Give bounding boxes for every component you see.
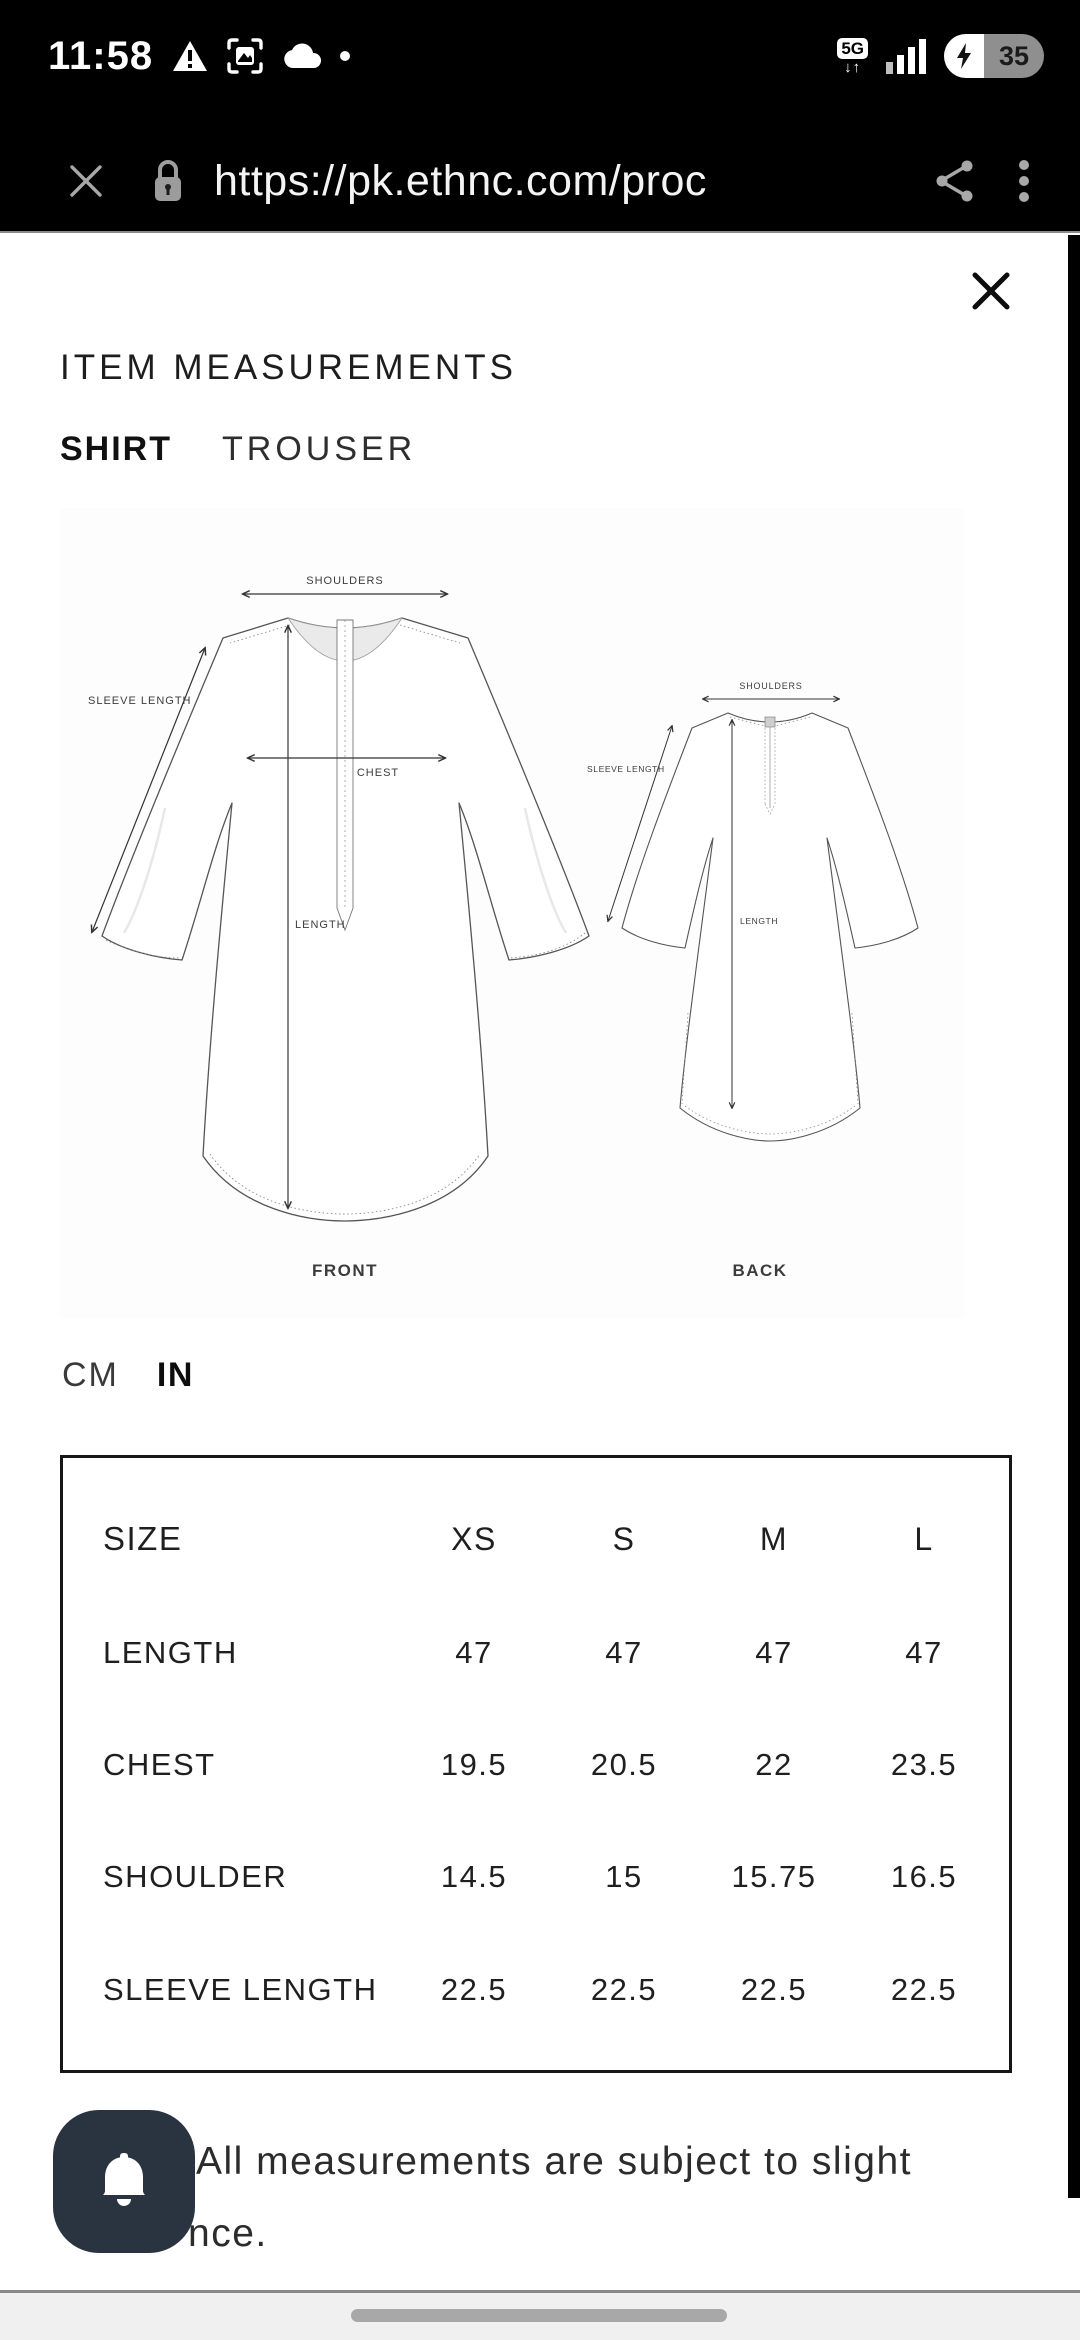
status-time: 11:58 [48, 33, 154, 78]
data-arrows-icon: ↓↑ [844, 58, 862, 76]
cell: 19.5 [440, 1746, 508, 1782]
status-right-icons [837, 34, 1044, 78]
cell: 22.5 [590, 1971, 658, 2007]
gesture-handle[interactable] [351, 2309, 727, 2322]
cell: 47 [755, 1634, 793, 1670]
row-label: LENGTH [103, 1634, 238, 1670]
status-left-icons [171, 36, 351, 76]
table-row [63, 1635, 1009, 1671]
cell: 47 [455, 1634, 493, 1670]
front-sleeve-length-label: SLEEVE LENGTH [88, 695, 192, 707]
front-length-label: LENGTH [295, 919, 346, 931]
note-text-line2: nce. [188, 2212, 268, 2255]
cell: 16.5 [890, 1859, 958, 1895]
back-caption: BACK [732, 1261, 788, 1280]
cell: 47 [905, 1634, 943, 1670]
lock-icon [150, 158, 186, 204]
close-icon [968, 268, 1014, 314]
screenshot-icon [225, 36, 265, 76]
modal-close-button[interactable] [956, 256, 1026, 326]
url-text[interactable]: https://pk.ethnc.com/proc [214, 156, 707, 205]
table-row [63, 1747, 1009, 1783]
page-backdrop-strip [1068, 235, 1080, 2198]
front-chest-label: CHEST [356, 767, 400, 779]
cell: 23.5 [890, 1746, 958, 1782]
size-table [60, 1455, 1012, 2073]
unit-cm[interactable]: CM [62, 1356, 119, 1394]
note-text-line1: All measurements are subject to slight [196, 2140, 912, 2183]
share-icon[interactable] [934, 159, 976, 203]
cell: 15.75 [731, 1859, 817, 1895]
cell: 22.5 [890, 1971, 958, 2007]
network-5g-icon [837, 38, 868, 75]
front-caption: FRONT [311, 1261, 379, 1280]
cell: 22 [755, 1746, 793, 1782]
battery-percent: 35 [984, 34, 1044, 78]
table-row [63, 1972, 1009, 2008]
cell: 14.5 [440, 1859, 508, 1895]
cell: 22.5 [740, 1971, 808, 2007]
back-zipper-tab [765, 717, 775, 727]
close-tab-icon[interactable] [64, 159, 108, 203]
warning-icon [171, 39, 209, 73]
battery-charging-icon [944, 34, 984, 78]
row-label: CHEST [103, 1746, 216, 1782]
cell: 20.5 [590, 1746, 658, 1782]
status-bar [48, 26, 1044, 86]
table-header-row [63, 1520, 1009, 1558]
network-label: 5G [837, 38, 868, 59]
back-shoulders-label: SHOULDERS [739, 681, 803, 691]
tab-bar [60, 430, 416, 469]
tab-trouser[interactable]: TROUSER [222, 430, 417, 468]
col-xs: XS [451, 1520, 497, 1557]
signal-bars-icon [884, 36, 928, 76]
browser-header [0, 0, 1080, 233]
tab-shirt[interactable]: SHIRT [60, 430, 172, 468]
measurement-diagram [60, 508, 965, 1318]
notification-bell-button[interactable] [53, 2110, 195, 2253]
cell: 47 [605, 1634, 643, 1670]
col-l: L [914, 1520, 934, 1557]
row-label: SHOULDER [103, 1859, 288, 1895]
battery-indicator [944, 34, 1044, 78]
col-s: S [612, 1520, 636, 1557]
table-row [63, 1859, 1009, 1895]
notification-dot-icon [339, 50, 351, 62]
cell: 22.5 [440, 1971, 508, 2007]
cell: 15 [605, 1859, 643, 1895]
back-length-label: LENGTH [740, 916, 779, 926]
front-shoulders-label: SHOULDERS [306, 575, 384, 587]
col-size: SIZE [103, 1520, 183, 1558]
url-bar [64, 138, 1030, 224]
bell-icon [95, 2151, 153, 2213]
back-sleeve-length-label: SLEEVE LENGTH [587, 764, 665, 774]
menu-kebab-icon[interactable] [1018, 158, 1030, 204]
col-m: M [759, 1520, 789, 1557]
unit-toggle [62, 1356, 194, 1395]
unit-in[interactable]: IN [156, 1356, 194, 1394]
cloud-icon [281, 42, 323, 70]
row-label: SLEEVE LENGTH [103, 1971, 378, 2007]
modal-title: ITEM MEASUREMENTS [60, 348, 517, 387]
